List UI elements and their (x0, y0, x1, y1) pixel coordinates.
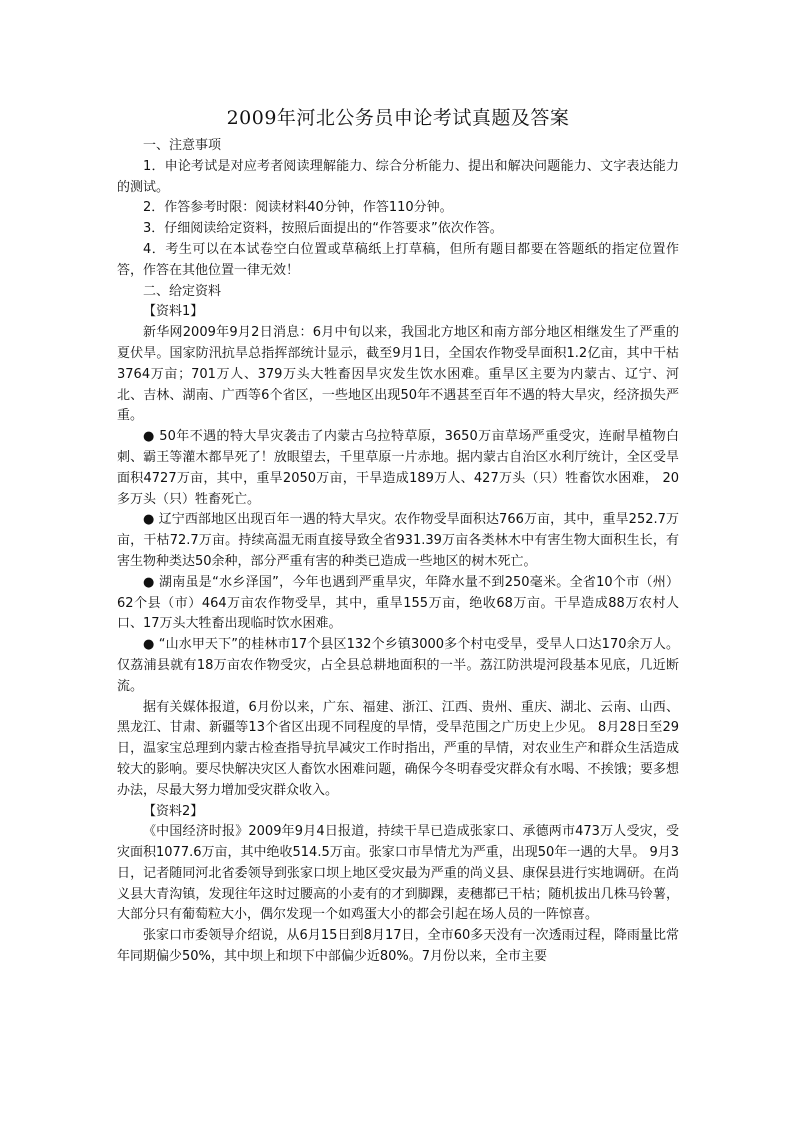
section-heading-materials: 二、给定资料 (143, 283, 222, 299)
document-body (117, 104, 679, 968)
note-item-1: 1．申论考试是对应考者阅读理解能力、综合分析能力、提出和解决问题能力、文字表达能力的测试。 (117, 158, 679, 195)
material-1-bullet-hunan: ● 湖南虽是“水乡泽国”，今年也遇到严重旱灾，年降水量不到250毫米。全省10个市（州） 62个县（市）464万亩农作物受旱，其中，重旱155万亩，绝收68万亩。干旱造成88万农村人口、17万头大牲畜出现临时饮水困难。 (117, 574, 679, 632)
note-item-3: 3．仔细阅读给定资料，按照后面提出的“作答要求”依次作答。 (143, 221, 503, 237)
note-item-4: 4．考生可以在本试卷空白位置或草稿纸上打草稿，但所有题目都要在答题纸的指定位置作答，作答在其他位置一律无效！ (117, 241, 679, 278)
material-1-label: 【资料1】 (143, 304, 204, 320)
material-1-paragraph-1: 新华网2009年9月2日消息：6月中旬以来，我国北方地区和南方部分地区相继发生了严重的夏伏旱。国家防汛抗旱总指挥部统计显示，截至9月1日，全国农作物受旱面积1.2亿亩，其中干枯3764万亩；701万人、379万头大牲畜因旱灾发生饮水困难。重旱区主要为内蒙古、辽宁、河北、吉林、湖南、广西等6个省区，一些地区出现50年不遇甚至百年不遇的特大旱灾，经济损失严重。 (117, 325, 679, 424)
material-1-bullet-liaoning: ● 辽宁西部地区出现百年一遇的特大旱灾。农作物受旱面积达766万亩，其中，重旱252.7万亩，干枯72.7万亩。持续高温无雨直接导致全省931.39万亩各类林木中有害生物大面积生长，有害生物种类达50余种，部分严重有害的种类已造成一些地区的树木死亡。 (117, 512, 679, 569)
material-2-paragraph-2: 张家口市委领导介绍说，从6月15日到8月17日，全市60多天没有一次透雨过程，降雨量比常年同期偏少50%，其中坝上和坝下中部偏少近80%。7月份以来，全市主要 (117, 928, 679, 965)
material-1-paragraph-media: 据有关媒体报道，6月份以来，广东、福建、浙江、江西、贵州、重庆、湖北、云南、山西、黑龙江、甘肃、新疆等13个省区出现不同程度的旱情，受旱范围之广历史上少见。 8月28日至29日，温家宝总理到内蒙古检查指导抗旱减灾工作时指出，严重的旱情，对农业生产和群众生活造成较大的影响。要尽快解决灾区人畜饮水困难问题，确保今冬明春受灾群众有水喝、不挨饿；要多想办法，尽最大努力增加受灾群众收入。 (117, 699, 679, 798)
material-1-bullet-inner-mongolia: ● 50年不遇的特大旱灾袭击了内蒙古乌拉特草原，3650万亩草场严重受灾，连耐旱植物白刺、霸王等灌木都旱死了！放眼望去，千里草原一片赤地。据内蒙古自治区水利厅统计，全区受旱面积4727万亩，其中，重旱2050万亩，干旱造成189万人、427万头（只）牲畜饮水困难， 20多万头（只）牲畜死亡。 (117, 429, 679, 507)
note-item-2: 2．作答参考时限：阅读材料40分钟，作答110分钟。 (143, 200, 453, 216)
document-title: 2009年河北公务员申论考试真题及答案 (226, 107, 570, 129)
material-1-bullet-guilin: ● “山水甲天下”的桂林市17个县区132个乡镇3000多个村屯受旱，受旱人口达170余万人。仅荔浦县就有18万亩农作物受灾，占全县总耕地面积的一半。荔江防洪堤河段基本见底，几近断流。 (117, 637, 679, 694)
section-heading-notes: 一、注意事项 (143, 138, 222, 153)
material-2-paragraph-1: 《中国经济时报》2009年9月4日报道，持续干旱已造成张家口、承德两市473万人受灾，受灾面积1077.6万亩，其中绝收514.5万亩。张家口市旱情尤为严重，出现50年一遇的大旱。 9月3日，记者随同河北省委领导到张家口坝上地区受灾最为严重的尚义县、康保县进行实地调研。在尚义县大青沟镇，发现往年这时过腰高的小麦有的才到脚踝，麦穗都已干枯；随机拔出几株马铃薯，大部分只有葡萄粒大小，偶尔发现一个如鸡蛋大小的都会引起在场人员的一阵惊喜。 (117, 824, 679, 923)
material-2-label: 【资料2】 (143, 803, 204, 819)
